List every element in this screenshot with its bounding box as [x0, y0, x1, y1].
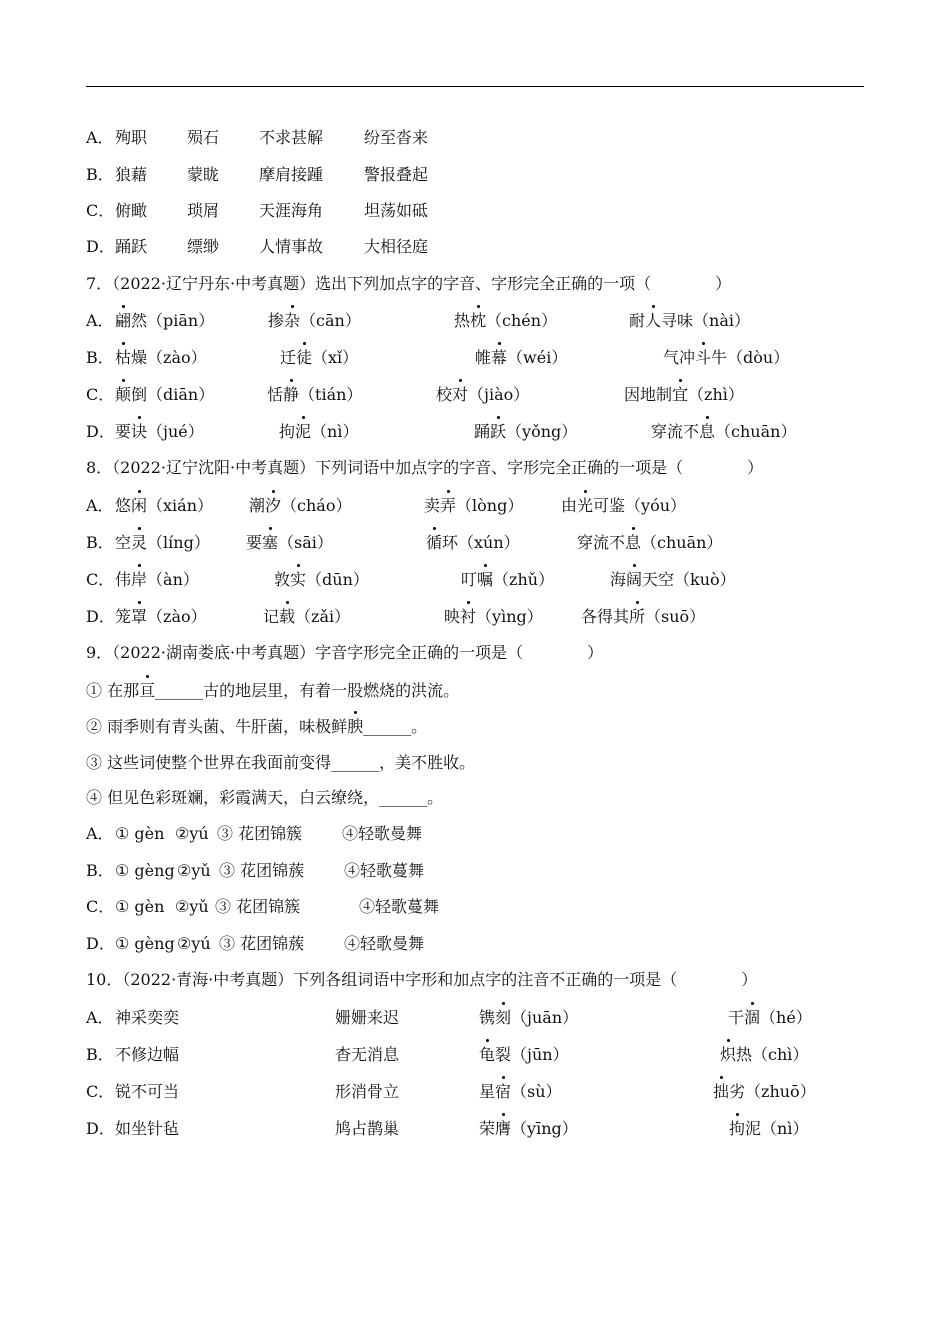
item-rest: （jué）: [147, 422, 204, 441]
dotted-char: 实: [290, 568, 306, 592]
item-prefix: 干: [728, 1008, 745, 1027]
item-rest: 寻味（nài）: [661, 311, 750, 330]
dotted-char: 龟: [479, 1043, 495, 1067]
item-3: [474, 420, 577, 444]
dotted-char: 衬: [460, 605, 476, 629]
dotted-char: 诀: [131, 420, 147, 444]
item-prefix: 耐: [629, 311, 646, 330]
dotted-char: 对: [452, 383, 468, 407]
option-letter: A．: [86, 824, 114, 843]
item-rest: 环（xún）: [442, 533, 520, 552]
item-prefix: 镌: [479, 1008, 496, 1027]
item-2: [274, 568, 369, 592]
item-rest: （àn）: [147, 570, 199, 589]
item-1: [115, 531, 210, 555]
dotted-char: 拘: [729, 1117, 745, 1141]
dotted-char: 泥: [295, 420, 311, 444]
item-prefix: 敦: [274, 570, 291, 589]
dotted-char: 膺: [495, 1117, 511, 1141]
answer-1: ① gèn: [115, 897, 165, 916]
q7-stem: 7．（2022·辽宁丹东·中考真题）选出下列加点字的字音、字形完全正确的一项（ ）: [86, 274, 732, 293]
item-rest: 热（chì）: [736, 1045, 809, 1064]
item-prefix: 气冲: [663, 348, 696, 367]
dotted-char: 斗: [695, 346, 711, 370]
answer-4: ④轻歌蔓舞: [359, 897, 440, 916]
dotted-char: 人: [645, 309, 661, 333]
item-3: [436, 383, 529, 407]
word-2: 琐屑: [187, 201, 220, 220]
dotted-char: 颠: [115, 383, 131, 407]
item-1: [115, 605, 207, 629]
word-2: 鸠占鹊巢: [335, 1119, 400, 1138]
word-1: 神采奕奕: [115, 1008, 180, 1027]
item-rest: （wéi）: [507, 348, 568, 367]
item-rest: （zǎi）: [295, 607, 351, 626]
dotted-char: 嘱: [477, 568, 493, 592]
item-rest: （juān）: [511, 1008, 579, 1027]
option-letter: D．: [86, 1119, 115, 1138]
sentence-rest: ______古的地层里，有着一股燃烧的洪流。: [155, 681, 460, 700]
option-letter: A．: [86, 496, 114, 515]
item-2: [263, 605, 350, 629]
word-1: 如坐针毡: [115, 1119, 180, 1138]
dotted-char: 翩: [115, 309, 131, 333]
word-1: 不修边幅: [115, 1045, 180, 1064]
item-rest: （lòng）: [456, 496, 524, 515]
item-prefix: 映: [444, 607, 461, 626]
answer-3: ③ 花团锦簇: [217, 824, 303, 843]
item-rest: 可鉴（yóu）: [593, 496, 687, 515]
item-prefix: 穿流不: [651, 422, 700, 441]
item-4: [624, 383, 744, 407]
answer-2: ②yǔ: [177, 861, 211, 880]
word-3: 天涯海角: [259, 201, 324, 220]
sentence-rest: ______。: [363, 717, 428, 736]
answer-1: ① gèn: [115, 824, 165, 843]
item-rest: （sù）: [511, 1082, 562, 1101]
item-3: [479, 1117, 578, 1141]
dotted-char: 灵: [131, 531, 147, 555]
item-rest: 泥（nì）: [745, 1119, 809, 1138]
q9-sentence-3: ③ 这些词使整个世界在我面前变得______，美不胜收。: [86, 753, 476, 772]
answer-4: ④轻歌蔓舞: [344, 861, 425, 880]
option-letter: B．: [86, 861, 114, 880]
item-2: [267, 383, 362, 407]
q9-sentence-4: ④ 但见色彩斑斓，彩霞满天，白云缭绕，______。: [86, 788, 444, 807]
word-3: 人情事故: [259, 237, 324, 256]
item-rest: （yǒng）: [506, 422, 578, 441]
item-rest: （tián）: [299, 385, 363, 404]
item-prefix: 要: [115, 422, 132, 441]
item-rest: （dūn）: [306, 570, 369, 589]
word-2: 缥缈: [187, 237, 220, 256]
word-1: 狼藉: [115, 165, 148, 184]
item-2: [280, 346, 358, 370]
item-rest: 天空（kuò）: [642, 570, 736, 589]
dotted-char: 杂: [284, 309, 300, 333]
sentence-prefix: ② 雨季则有青头菌、牛肝菌，味极鲜: [86, 717, 348, 736]
dotted-char: 跃: [490, 420, 506, 444]
option-letter: B．: [86, 348, 114, 367]
item-3: [444, 605, 543, 629]
item-rest: （nì）: [311, 422, 359, 441]
dotted-char: 岸: [131, 568, 147, 592]
q9-sentence-2: [86, 715, 427, 739]
item-rest: （zhì）: [688, 385, 744, 404]
option-letter: C．: [86, 201, 115, 220]
item-4: [561, 494, 686, 518]
word-2: 蒙眬: [187, 165, 220, 184]
dotted-char: 拙: [713, 1080, 729, 1104]
word-3: 摩肩接踵: [259, 165, 324, 184]
item-rest: （hé）: [760, 1008, 812, 1027]
option-letter: C．: [86, 385, 115, 404]
answer-4: ④轻歌曼舞: [344, 934, 425, 953]
item-4: [581, 605, 705, 629]
option-letter: A．: [86, 311, 114, 330]
answer-2: ②yú: [177, 934, 211, 953]
dotted-char: 息: [625, 531, 641, 555]
item-prefix: 海: [610, 570, 627, 589]
item-4: [610, 568, 736, 592]
item-prefix: 拘: [279, 422, 296, 441]
item-2: [249, 494, 351, 518]
item-3: [424, 494, 523, 518]
item-3: [475, 346, 567, 370]
word-2: 姗姗来迟: [335, 1008, 400, 1027]
item-4: [663, 346, 789, 370]
option-letter: C．: [86, 570, 115, 589]
dotted-char: 亘: [139, 679, 155, 703]
dotted-char: 塞: [262, 531, 278, 555]
q9-stem: 9．（2022·湖南娄底·中考真题）字音字形完全正确的一项是（ ）: [86, 643, 604, 662]
item-prefix: 潮: [249, 496, 266, 515]
answer-1: ① gèng: [115, 934, 175, 953]
item-rest: （xǐ）: [312, 348, 359, 367]
item-4: [577, 531, 722, 555]
item-rest: （chuān）: [715, 422, 797, 441]
dotted-char: 涸: [744, 1006, 760, 1030]
q10-stem: 10．（2022·青海·中考真题）下列各组词语中字形和加点字的注音不正确的一项是（ ）: [86, 970, 758, 989]
item-4: [720, 1043, 808, 1067]
dotted-char: 枯: [115, 346, 131, 370]
item-rest: （suō）: [645, 607, 706, 626]
item-prefix: 各得其: [581, 607, 630, 626]
dotted-char: 静: [283, 383, 299, 407]
dotted-char: 徒: [296, 346, 312, 370]
dotted-char: 枕: [470, 309, 486, 333]
item-3: [479, 1080, 562, 1104]
item-rest: （chén）: [486, 311, 558, 330]
dotted-char: 循: [426, 531, 442, 555]
item-rest: （yìng）: [476, 607, 543, 626]
item-prefix: 掺: [268, 311, 285, 330]
dotted-char: 闲: [131, 494, 147, 518]
item-2: [246, 531, 333, 555]
item-prefix: 踊: [474, 422, 491, 441]
option-letter: C．: [86, 1082, 115, 1101]
word-2: 形消骨立: [335, 1082, 400, 1101]
item-1: [115, 494, 213, 518]
dotted-char: 宜: [672, 383, 688, 407]
option-letter: C．: [86, 897, 115, 916]
dotted-char: 汐: [265, 494, 281, 518]
answer-3: ③ 花团锦簇: [215, 897, 301, 916]
option-letter: B．: [86, 533, 114, 552]
item-prefix: 热: [454, 311, 471, 330]
dotted-char: 腴: [347, 715, 363, 739]
item-prefix: 穿流不: [577, 533, 626, 552]
dotted-char: 载: [279, 605, 295, 629]
dotted-char: 息: [699, 420, 715, 444]
option-letter: B．: [86, 165, 114, 184]
item-prefix: 恬: [267, 385, 284, 404]
item-prefix: 星: [479, 1082, 496, 1101]
dotted-char: 罩: [131, 605, 147, 629]
item-rest: 劣（zhuō）: [729, 1082, 816, 1101]
item-rest: （yīng）: [511, 1119, 578, 1138]
word-1: 俯瞰: [115, 201, 148, 220]
item-rest: （cān）: [300, 311, 361, 330]
answer-3: ③ 花团锦蔟: [219, 861, 305, 880]
item-prefix: 悠: [115, 496, 132, 515]
dotted-char: 弄: [440, 494, 456, 518]
item-rest: 牛（dòu）: [711, 348, 790, 367]
item-prefix: 帷: [475, 348, 492, 367]
word-4: 警报叠起: [364, 165, 429, 184]
item-rest: 倒（diān）: [131, 385, 215, 404]
item-prefix: 伟: [115, 570, 132, 589]
dotted-char: 宿: [495, 1080, 511, 1104]
dotted-char: 所: [629, 605, 645, 629]
item-prefix: 荣: [479, 1119, 496, 1138]
header-rule: [86, 86, 864, 87]
item-rest: （líng）: [147, 533, 210, 552]
item-3: [426, 531, 520, 555]
item-rest: （jiào）: [468, 385, 530, 404]
item-4: [728, 1006, 812, 1030]
item-rest: （zào）: [147, 607, 207, 626]
word-2: 杳无消息: [335, 1045, 400, 1064]
option-letter: D．: [86, 422, 115, 441]
item-3: [479, 1006, 578, 1030]
dotted-char: 刻: [495, 1006, 511, 1030]
option-letter: B．: [86, 1045, 114, 1064]
item-rest: （sāi）: [278, 533, 333, 552]
item-prefix: 迁: [280, 348, 297, 367]
item-prefix: 卖: [424, 496, 441, 515]
item-prefix: 校: [436, 385, 453, 404]
word-1: 殉职: [115, 128, 148, 147]
item-1: [115, 346, 207, 370]
item-prefix: 叮: [461, 570, 478, 589]
dotted-char: 幕: [491, 346, 507, 370]
option-letter: A．: [86, 128, 114, 147]
item-4: [713, 1080, 816, 1104]
item-2: [268, 309, 361, 333]
option-letter: A．: [86, 1008, 114, 1027]
word-4: 大相径庭: [364, 237, 429, 256]
item-4: [629, 309, 750, 333]
item-2: [279, 420, 358, 444]
item-prefix: 因地制: [624, 385, 673, 404]
option-letter: D．: [86, 237, 115, 256]
word-1: 踊跃: [115, 237, 148, 256]
word-4: 纷至沓来: [364, 128, 429, 147]
item-1: [115, 420, 204, 444]
item-rest: 然（piān）: [131, 311, 215, 330]
option-letter: D．: [86, 934, 115, 953]
item-rest: （xián）: [147, 496, 214, 515]
item-prefix: 由: [561, 496, 578, 515]
q9-sentence-1: [86, 679, 459, 703]
item-rest: （cháo）: [281, 496, 352, 515]
item-1: [115, 309, 214, 333]
word-2: 殒石: [187, 128, 220, 147]
item-4: [729, 1117, 808, 1141]
item-prefix: 笼: [115, 607, 132, 626]
item-3: [454, 309, 557, 333]
item-rest: （chuān）: [641, 533, 723, 552]
answer-4: ④轻歌曼舞: [342, 824, 423, 843]
item-3: [461, 568, 554, 592]
item-prefix: 要: [246, 533, 263, 552]
answer-1: ① gèng: [115, 861, 175, 880]
sentence-prefix: ① 在那: [86, 681, 140, 700]
q8-stem: 8．（2022·辽宁沈阳·中考真题）下列词语中加点字的字音、字形完全正确的一项是（ ）: [86, 458, 764, 477]
answer-2: ②yú: [175, 824, 209, 843]
item-rest: 燥（zào）: [131, 348, 207, 367]
option-letter: D．: [86, 607, 115, 626]
item-rest: （zhǔ）: [493, 570, 555, 589]
dotted-char: 光: [577, 494, 593, 518]
word-3: 不求甚解: [259, 128, 324, 147]
item-rest: 裂（jūn）: [495, 1045, 569, 1064]
answer-3: ③ 花团锦蔟: [219, 934, 305, 953]
item-4: [651, 420, 796, 444]
dotted-char: 炽: [720, 1043, 736, 1067]
dotted-char: 阔: [626, 568, 642, 592]
word-4: 坦荡如砥: [364, 201, 429, 220]
item-1: [115, 383, 214, 407]
item-3: [479, 1043, 569, 1067]
item-prefix: 记: [263, 607, 280, 626]
item-1: [115, 568, 199, 592]
word-1: 锐不可当: [115, 1082, 180, 1101]
answer-2: ②yǔ: [175, 897, 209, 916]
item-prefix: 空: [115, 533, 132, 552]
